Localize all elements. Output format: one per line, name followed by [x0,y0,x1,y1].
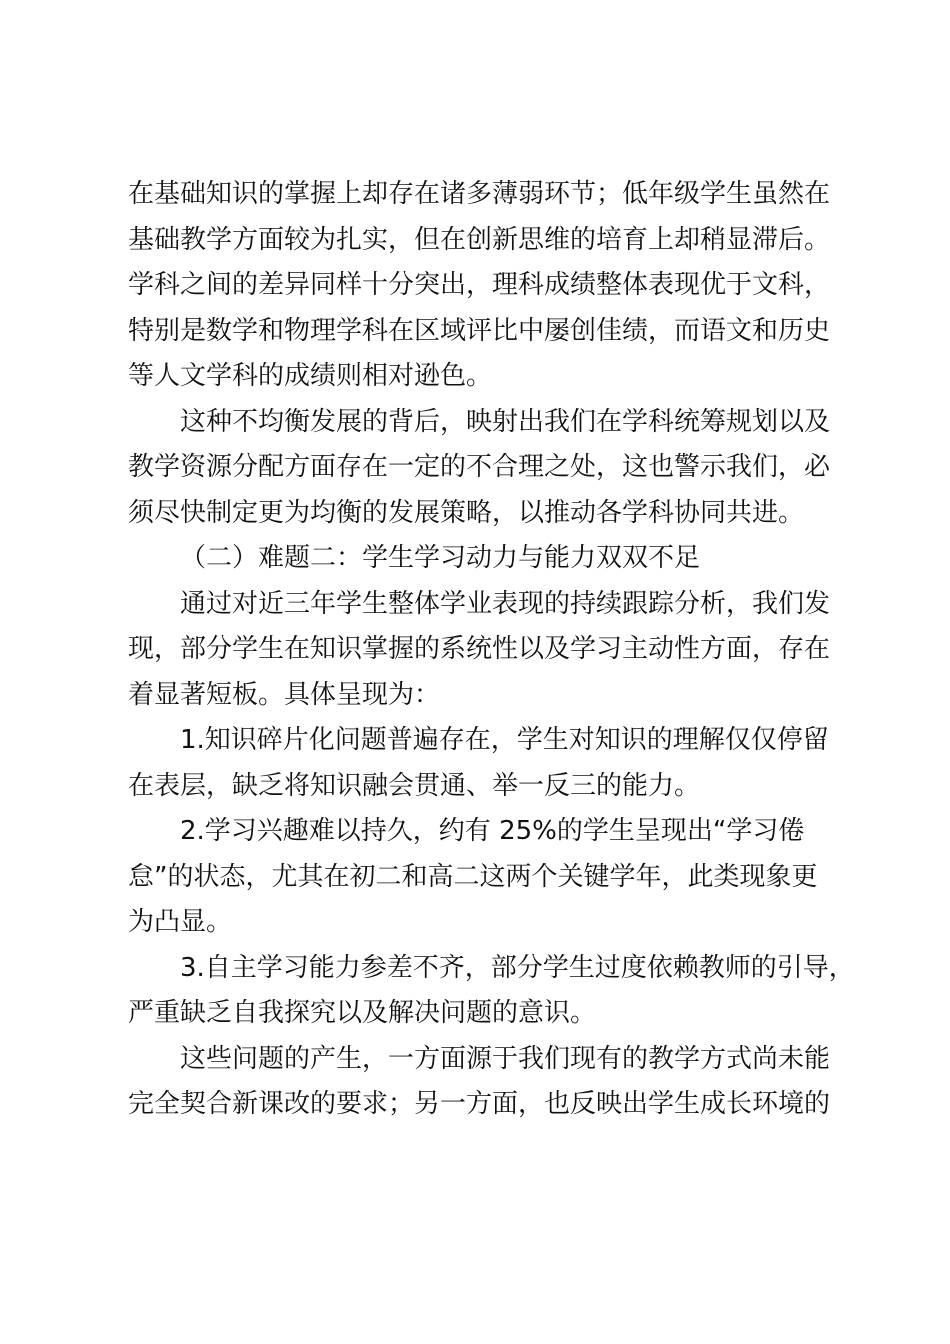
list-item-3: 3.自主学习能力参差不齐，部分学生过度依赖教师的引导， [180,952,855,983]
list-item-2: 2.学习兴趣难以持久，约有 25%的学生呈现出“学习倦 [180,816,805,846]
text-line: 在表层，缺乏将知识融会贯通、举一反三的能力。 [128,770,701,801]
text-line: 现，部分学生在知识掌握的系统性以及学习主动性方面，存在 [128,634,831,664]
text-line: 等人文学科的成绩则相对逊色。 [128,361,493,391]
text-line: 基础教学方面较为扎实，但在创新思维的培育上却稍显滞后。 [128,224,831,255]
body-text [128,172,855,1128]
text-line: 怠”的状态，尤其在初二和高二这两个关键学年，此类现象更 [128,861,818,892]
paragraph-start-line: 这些问题的产生，一方面源于我们现有的教学方式尚未能 [180,1043,831,1074]
text-line: 学科之间的差异同样十分突出，理科成绩整体表现优于文科， [128,270,831,300]
text-line: 为凸显。 [128,907,233,937]
paragraph-start-line: 通过对近三年学生整体学业表现的持续跟踪分析，我们发 [180,588,831,619]
text-line: 着显著短板。具体呈现为： [128,679,441,710]
text-line: 教学资源分配方面存在一定的不合理之处，这也警示我们，必 [128,452,831,482]
paragraph-start-line: 这种不均衡发展的背后，映射出我们在学科统筹规划以及 [180,406,831,437]
section-heading: （二）难题二：学生学习动力与能力双双不足 [180,543,701,573]
text-line: 特别是数学和物理学科在区域评比中屡创佳绩，而语文和历史 [128,315,831,346]
list-item-1: 1.知识碎片化问题普遍存在，学生对知识的理解仅仅停留 [180,725,829,755]
text-line: 须尽快制定更为均衡的发展策略，以推动各学科协同共进。 [128,497,805,528]
text-line: 完全契合新课改的要求；另一方面，也反映出学生成长环境的 [128,1089,831,1119]
text-line: 严重缺乏自我探究以及解决问题的意识。 [128,998,597,1028]
text-line: 在基础知识的掌握上却存在诸多薄弱环节；低年级学生虽然在 [128,179,831,209]
